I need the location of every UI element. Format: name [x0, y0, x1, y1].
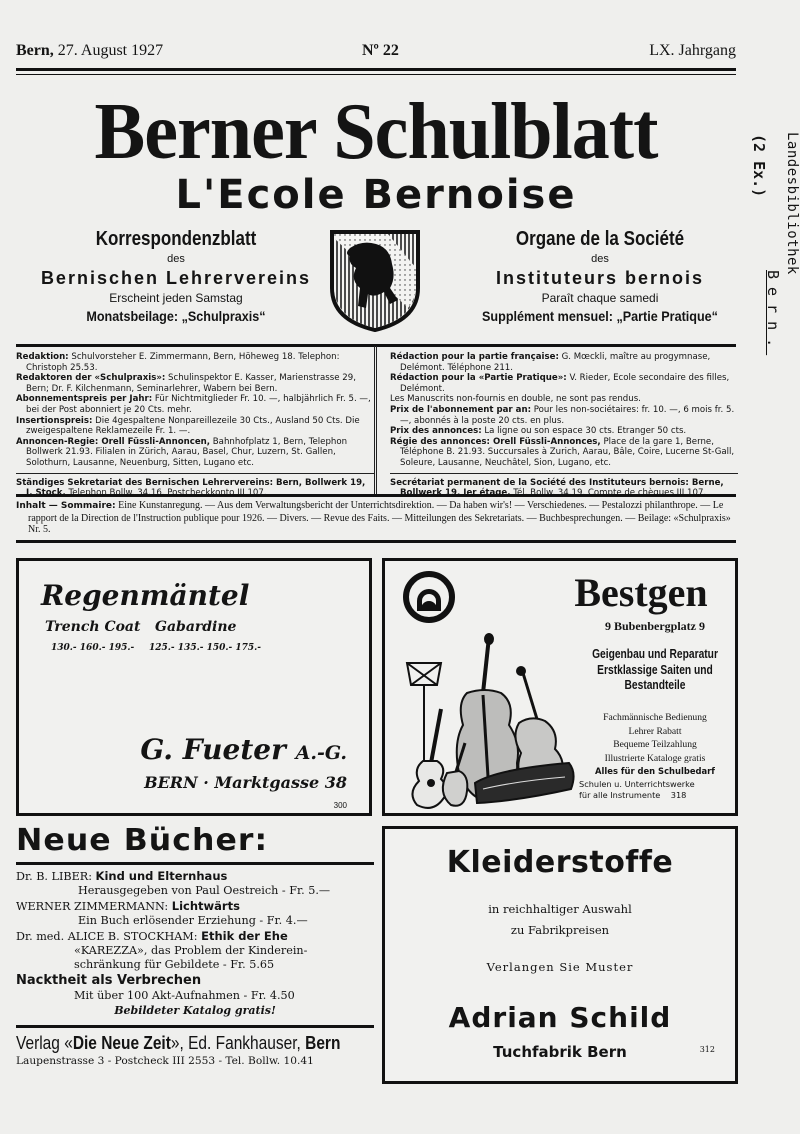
french-column-head — [450, 226, 750, 326]
sekretariat: Ständiges Sekretariat des Bernischen Lehrervereins: Bern, Bollwerk 19, I. Stock. Telephon Bollw. 34.16. Postcheckkonto III 107. — [16, 477, 366, 499]
gabardine-prices: 125.- 135.- 150.- 175.- — [149, 643, 262, 653]
masthead-subtitle: L'Ecole Bernoise — [175, 172, 577, 218]
secretariat-permanent: Secrétariat permanent de la Société des Instituteurs bernois: Berne, Bollwerk 19, Ier étage. Tél. Bollw. 34.19. Compte de chèques III 107. — [390, 477, 724, 499]
catalog-note: Bebildeter Katalog gratis! — [114, 1004, 276, 1018]
redaktion: Redaktion: Schulvorsteher E. Zimmermann, Bern, Höheweg 18. Telephon: Christoph 25.53. — [16, 352, 340, 373]
header-rule — [16, 68, 736, 71]
lehrerverein-name: Bernischen Lehrervereins — [40, 268, 312, 288]
column-divider — [374, 346, 378, 494]
insertionspreis: Insertionspreis: Die 4gespaltene Nonpareillezeile 30 Cts., Ausland 50 Cts. Die zweigespaltene Reklamezeile Fr. 1. —. — [16, 415, 360, 437]
book-3-desc-2: schränkung für Gebildete - Fr. 5.65 — [74, 958, 275, 972]
bestgen-services: Geigenbau und Reparatur Erstklassige Saiten und Bestandteile — [592, 647, 718, 692]
volume: LX. Jahrgang — [649, 42, 736, 59]
trench-coat-label: Trench Coat — [45, 619, 141, 635]
place: Bern, — [16, 42, 54, 59]
annoncen-regie: Annoncen-Regie: Orell Füssli-Annoncen, Bahnhofplatz 1, Bern, Telephon Bollwerk 21.93. Filialen in Zürich, Aarau, Basel, Chur, Luzern, St. Gallen, Solothurn, Lausanne, Neuenburg, Sitten, Lugano etc. — [16, 436, 348, 468]
separator — [16, 473, 374, 474]
stamp-bern: Bern. — [764, 270, 782, 356]
masthead-title: Berner Schulblatt — [94, 88, 658, 176]
french-info-column — [390, 352, 738, 499]
parution: Paraît chaque samedi — [541, 291, 659, 305]
abonnementspreis: Abonnementspreis per Jahr: Für Nichtmitglieder Fr. 10. —, halbjährlich Fr. 5. —, bei der Post abonniert je 20 Cts. mehr. — [16, 394, 371, 415]
prix-annonces: Prix des annonces: La ligne ou son espace 30 cts. Etranger 50 cts. — [390, 426, 687, 437]
contents-label: Inhalt — Sommaire: — [16, 501, 116, 511]
kleider-line-2: zu Fabrikpreisen — [510, 923, 610, 937]
adrian-schild-name: Adrian Schild — [448, 1001, 672, 1034]
ad-kleiderstoffe-schild — [382, 826, 738, 1084]
contents-top-rule — [16, 494, 736, 497]
bestgen-features: Fachmännische Bedienung Lehrer Rabatt Bequeme Teilzahlung Illustrierte Kataloge gratis Alles für den Schulbedarf Schulen u. Unterrichtswerke für alle Instrumente 318 — [579, 712, 715, 800]
book-1: Dr. B. LIBER: Kind und Elternhaus — [16, 869, 228, 883]
table-of-contents — [16, 500, 736, 536]
books-rule — [16, 862, 374, 865]
kleider-line-1: in reichhaltiger Auswahl — [488, 902, 632, 916]
stamp-landesbibliothek: Landesbibliothek — [784, 132, 800, 275]
ad-regenmaentel-fueter — [16, 558, 372, 816]
ad-neue-buecher — [16, 822, 374, 1090]
dateline — [16, 42, 736, 66]
des-fr: des — [591, 253, 609, 265]
contents-text: Eine Kunstanregung. — Aus dem Verwaltungsbericht der Unterrichtsdirektion. — Da haben wir's! — Verschiedenes. — Pestalozzi philanthrope. — Le rapport de la Direction de l'Instruction publique pour 1926. — Divers. — Revue des Faits. — Mitteilungen des Sekretariats. — Buchbesprechungen. — Beilage: «Schulpraxis» Nr. 5. — [28, 500, 731, 535]
ad-bestgen — [382, 558, 738, 816]
book-1-desc: Herausgegeben von Paul Oestreich - Fr. 5.— — [78, 884, 331, 898]
trench-coat-prices: 130.- 160.- 195.- — [51, 643, 135, 653]
ad-number: 300 — [333, 801, 347, 810]
bern-bear-coat-of-arms-icon — [328, 228, 422, 332]
book-2-desc: Ein Buch erlösender Erziehung - Fr. 4.— — [78, 914, 308, 928]
kleider-line-3: Verlangen Sie Muster — [486, 960, 634, 974]
stamp-copies: (2 Ex.) — [750, 134, 768, 198]
publisher-address: Laupenstrasse 3 - Postcheck III 2553 - Tel. Bollw. 10.41 — [16, 1055, 314, 1068]
german-column-head — [26, 226, 326, 326]
monthly-supplement: Monatsbeilage: „Schulpraxis“ — [86, 308, 266, 324]
issue-number: Nº 22 — [362, 42, 399, 59]
dateline-place-date — [16, 42, 163, 60]
issue-date: 27. August 1927 — [57, 42, 164, 59]
publisher-rule — [16, 1025, 374, 1028]
redaction-francaise: Rédaction pour la partie française: G. Mœckli, maître au progymnase, Delémont. Téléphone 211. — [390, 352, 711, 373]
book-3: Dr. med. ALICE B. STOCKHAM: Ethik der Ehe — [16, 928, 288, 943]
publication-frequency: Erscheint jeden Samstag — [109, 291, 243, 305]
book-4-desc: Mit über 100 Akt-Aufnahmen - Fr. 4.50 — [74, 988, 295, 1002]
header-rule-thin — [16, 74, 736, 75]
musical-instruments-illustration — [397, 633, 577, 809]
separator-fr — [390, 473, 738, 474]
redaction-partie-pratique: Rédaction pour la «Partie Pratique»: V. Rieder, Ecole secondaire des filles, Delémont. — [390, 373, 730, 394]
manuscrits-note: Les Manuscrits non-fournis en double, ne sont pas rendus. — [390, 394, 641, 405]
book-3-desc: «KAREZZA», das Problem der Kinderein- — [74, 944, 308, 958]
books-heading: Neue Bücher: — [16, 823, 269, 858]
kleiderstoffe-title: Kleiderstoffe — [446, 845, 674, 880]
regie-annonces: Régie des annonces: Orell Füssli-Annonces, Place de la gare 1, Berne, Téléphone B. 21.93. Succursales à Zurich, Aarau, Bâle, Coire, Lucerne St-Gall, Soleure, Lausanne, Neuchâtel, Sion, Lugano, etc. — [390, 436, 735, 468]
redaktoren-schulpraxis: Redaktoren der «Schulpraxis»: Schulinspektor E. Kasser, Marienstrasse 29, Bern; Dr. F. Kilchenmann, Seminarlehrer, Wabern bei Bern. — [16, 373, 356, 394]
supplement-mensuel: Supplément mensuel: „Partie Pratique“ — [482, 308, 718, 324]
organe-de-la-societe: Organe de la Société — [515, 228, 685, 250]
ad-number-312: 312 — [699, 1045, 715, 1054]
instituteurs-bernois: Instituteurs bernois — [495, 268, 705, 288]
book-2: WERNER ZIMMERMANN: Lichtwärts — [16, 898, 240, 913]
des: des — [167, 253, 185, 265]
bestgen-name: Bestgen — [574, 570, 708, 615]
bestgen-logo-icon — [403, 571, 455, 623]
book-4-title: Nacktheit als Verbrechen — [16, 972, 202, 988]
gabardine-label: Gabardine — [155, 619, 237, 635]
contents-bottom-rule — [16, 540, 736, 543]
tuchfabrik-label: Tuchfabrik Bern — [493, 1043, 627, 1061]
prix-abonnement: Prix de l'abonnement par an: Pour les non-sociétaires: fr. 10. —, 6 mois fr. 5. —, abonnés à la poste 20 cts. en plus. — [390, 404, 735, 426]
korrespondenzblatt: Korrespondenzblatt — [95, 228, 257, 250]
firm-address: BERN · Marktgasse 38 — [144, 773, 347, 792]
publisher: Verlag «Die Neue Zeit», Ed. Fankhauser, Bern — [16, 1033, 341, 1054]
firm-name: G. Fueter A.-G. — [140, 733, 347, 766]
ad-title: Regenmäntel — [41, 579, 250, 612]
bestgen-address: 9 Bubenbergplatz 9 — [604, 619, 705, 633]
german-info-column — [16, 352, 374, 499]
